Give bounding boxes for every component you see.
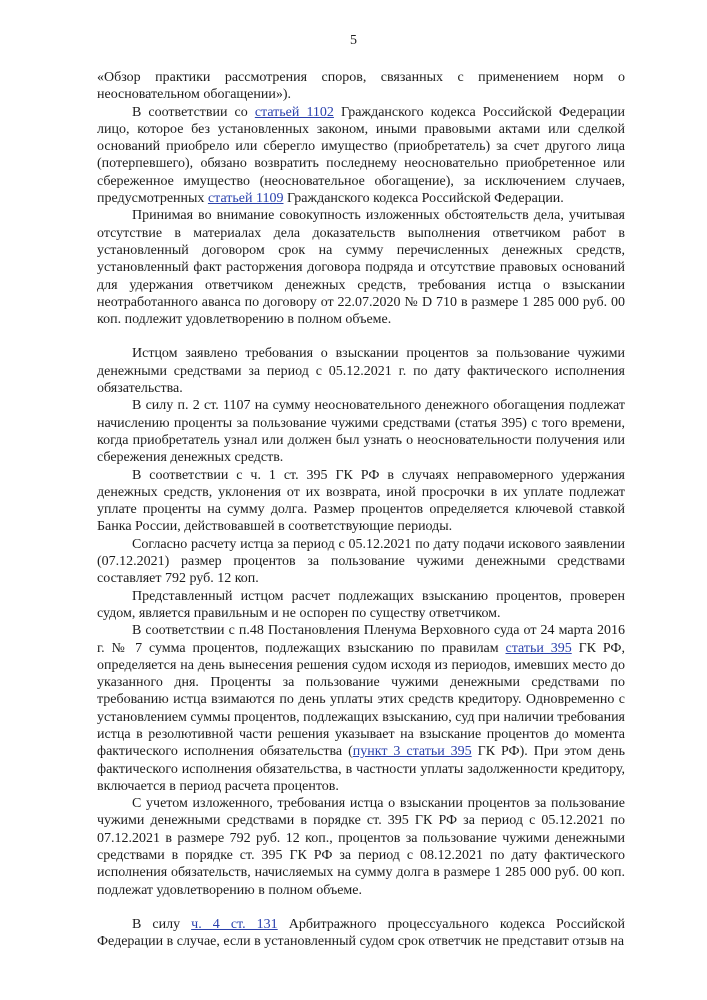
paragraph: В силу п. 2 ст. 1107 на сумму неосновательного денежного обогащения подлежат начислению проценты за пользование чужими средствами (статья 395) с того времени, когда приобретатель узнал или должен был узнать о неосновательности получения или сбережения денежных средств. <box>97 398 625 466</box>
paragraph: Принимая во внимание совокупность изложенных обстоятельств дела, учитывая отсутствие в материалах дела доказательств выполнения ответчиком работ в установленный договором срок на сумму перечисленных денежных средств, установленный факт расторжения договора подряда и отсутствие правовых оснований для удержания ответчиком денежных средств, требования истца о взыскании неотработанного аванса по договору от 22.07.2020 № D 710 в размере 1 285 000 руб. 00 коп. подлежит удовлетворению в полном объеме. <box>97 208 625 328</box>
paragraph: Истцом заявлено требования о взыскании процентов за пользование чужими денежными средствами за период с 05.12.2021 г. по дату фактического исполнения обязательства. <box>97 346 625 397</box>
paragraph: В соответствии с ч. 1 ст. 395 ГК РФ в случаях неправомерного удержания денежных средств, уклонения от их возврата, иной просрочки в их уплате подлежат уплате проценты на сумму долга. Размер процентов определяется ключевой ставкой Банка России, действовавшей в соответствующие периоды. <box>97 467 625 535</box>
paragraph: В соответствии со статьей 1102 Гражданского кодекса Российской Федерации лицо, которое без установленных законом, иными правовыми актами или сделкой оснований приобрело или сберегло имущество (приобретатель) за счет другого лица (потерпевшего), обязано возвратить последнему неосновательно приобретенное или сбереженное имущество (неосновательное обогащение), за исключением случаев, предусмотренных статьей 1109 Гражданского кодекса Российской Федерации. <box>97 104 625 207</box>
statute-link[interactable]: ч. 4 ст. 131 <box>191 916 278 932</box>
paragraph: Согласно расчету истца за период с 05.12.2021 по дату подачи искового заявлении (07.12.2021) размер процентов за пользование чужими денежными средствами составляет 792 руб. 12 коп. <box>97 536 625 587</box>
statute-link[interactable]: пункт 3 статьи 395 <box>352 744 472 760</box>
paragraph: В соответствии с п.48 Постановления Пленума Верховного суда от 24 марта 2016 г. № 7 сумма процентов, подлежащих взысканию по правилам статьи 395 ГК РФ, определяется на день вынесения решения судом исходя из периодов, имевших место до указанного дня. Проценты за пользование чужими денежными средствами по требованию истца взимаются по день уплаты этих средств кредитору. Одновременно с установлением суммы процентов, подлежащих взысканию, суд при наличии требования истца в резолютивной части решения указывает на взыскание процентов до момента фактического исполнения обязательства (пункт 3 статьи 395 ГК РФ). При этом день фактического исполнения обязательства, в частности уплаты задолженности кредитору, включается в период расчета процентов. <box>97 623 625 794</box>
page-number: 5 <box>350 33 357 48</box>
paragraph: «Обзор практики рассмотрения споров, связанных с применением норм о неосновательном обогащении»). <box>97 70 625 103</box>
statute-link[interactable]: статьей 1109 <box>207 191 284 207</box>
paragraph: С учетом изложенного, требования истца о взыскании процентов за пользование чужими денежными средствами в порядке ст. 395 ГК РФ за период с 05.12.2021 по 07.12.2021 в размере 792 руб. 12 коп., процентов за пользование чужими денежными средствами в порядке ст. 395 ГК РФ за период с 08.12.2021 по дату фактического исполнения обязательств, начисляемых на сумму долга в размере 1 285 000 руб. 00 коп. подлежат удовлетворению в полном объеме. <box>97 796 625 898</box>
paragraph: Представленный истцом расчет подлежащих взысканию процентов, проверен судом, является правильным и не оспорен по существу ответчиком. <box>97 588 625 621</box>
paragraph: В силу ч. 4 ст. 131 Арбитражного процессуального кодекса Российской Федерации в случае, если в установленный судом срок ответчик не представит отзыв на <box>97 916 626 950</box>
statute-link[interactable]: статьей 1102 <box>254 104 334 120</box>
statute-link[interactable]: статьи 395 <box>505 640 572 656</box>
document-body <box>97 69 625 951</box>
